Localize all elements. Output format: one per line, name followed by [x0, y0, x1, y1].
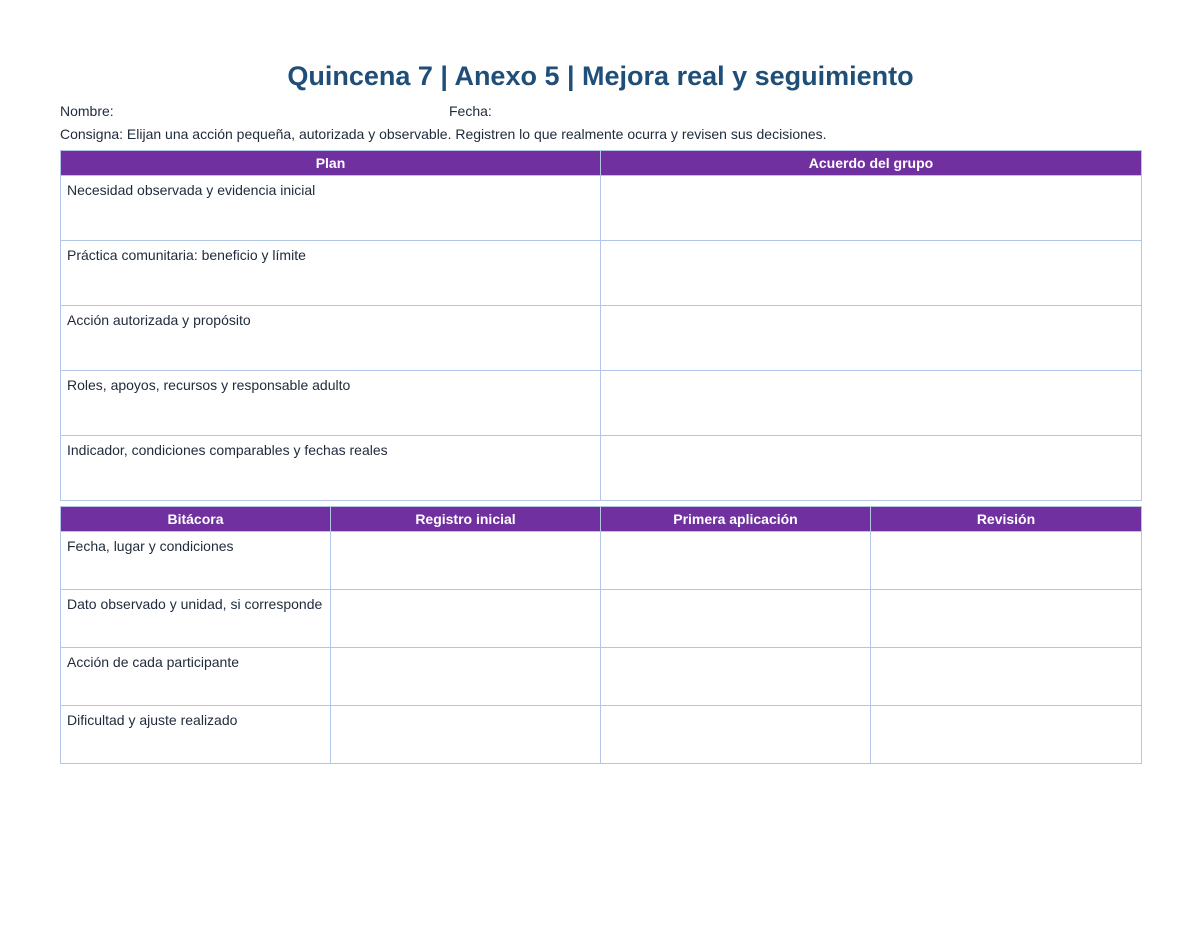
registro-cell[interactable] [331, 648, 601, 706]
bitacora-header-primera: Primera aplicación [601, 507, 871, 532]
primera-cell[interactable] [601, 706, 871, 764]
plan-answer-cell[interactable] [601, 306, 1142, 371]
primera-cell[interactable] [601, 532, 871, 590]
revision-cell[interactable] [871, 706, 1142, 764]
table-row [61, 706, 1142, 764]
plan-row-label: Necesidad observada y evidencia inicial [61, 176, 601, 241]
page-title: Quincena 7 | Anexo 5 | Mejora real y seguimiento [287, 61, 914, 91]
primera-cell[interactable] [601, 590, 871, 648]
plan-answer-cell[interactable] [601, 241, 1142, 306]
bitacora-header-revision: Revisión [871, 507, 1142, 532]
plan-answer-cell[interactable] [601, 176, 1142, 241]
plan-answer-cell[interactable] [601, 436, 1142, 501]
table-row [61, 371, 1142, 436]
table-row [61, 648, 1142, 706]
revision-cell[interactable] [871, 648, 1142, 706]
plan-row-label: Práctica comunitaria: beneficio y límite [61, 241, 601, 306]
plan-row-label: Indicador, condiciones comparables y fechas reales [61, 436, 601, 501]
plan-table [60, 150, 1142, 501]
meta-row [60, 102, 1141, 120]
plan-header-plan: Plan [61, 151, 601, 176]
fecha-label: Fecha: [449, 103, 492, 119]
bitacora-row-label: Dificultad y ajuste realizado [61, 706, 331, 764]
table-row [61, 590, 1142, 648]
plan-header-row [61, 151, 1142, 176]
bitacora-row-label: Acción de cada participante [61, 648, 331, 706]
bitacora-row-label: Dato observado y unidad, si corresponde [61, 590, 331, 648]
consigna-text: Consigna: Elijan una acción pequeña, autorizada y observable. Registren lo que realmente ocurra y revisen sus decisiones. [60, 126, 827, 142]
table-row [61, 436, 1142, 501]
table-row [61, 241, 1142, 306]
bitacora-table [60, 506, 1142, 764]
bitacora-header-bitacora: Bitácora [61, 507, 331, 532]
bitacora-row-label: Fecha, lugar y condiciones [61, 532, 331, 590]
primera-cell[interactable] [601, 648, 871, 706]
nombre-label: Nombre: [60, 103, 114, 119]
table-row [61, 532, 1142, 590]
plan-answer-cell[interactable] [601, 371, 1142, 436]
plan-row-label: Acción autorizada y propósito [61, 306, 601, 371]
plan-row-label: Roles, apoyos, recursos y responsable adulto [61, 371, 601, 436]
registro-cell[interactable] [331, 532, 601, 590]
bitacora-header-row [61, 507, 1142, 532]
table-row [61, 306, 1142, 371]
bitacora-header-registro: Registro inicial [331, 507, 601, 532]
revision-cell[interactable] [871, 532, 1142, 590]
table-row [61, 176, 1142, 241]
registro-cell[interactable] [331, 590, 601, 648]
revision-cell[interactable] [871, 590, 1142, 648]
plan-header-acuerdo: Acuerdo del grupo [601, 151, 1142, 176]
registro-cell[interactable] [331, 706, 601, 764]
